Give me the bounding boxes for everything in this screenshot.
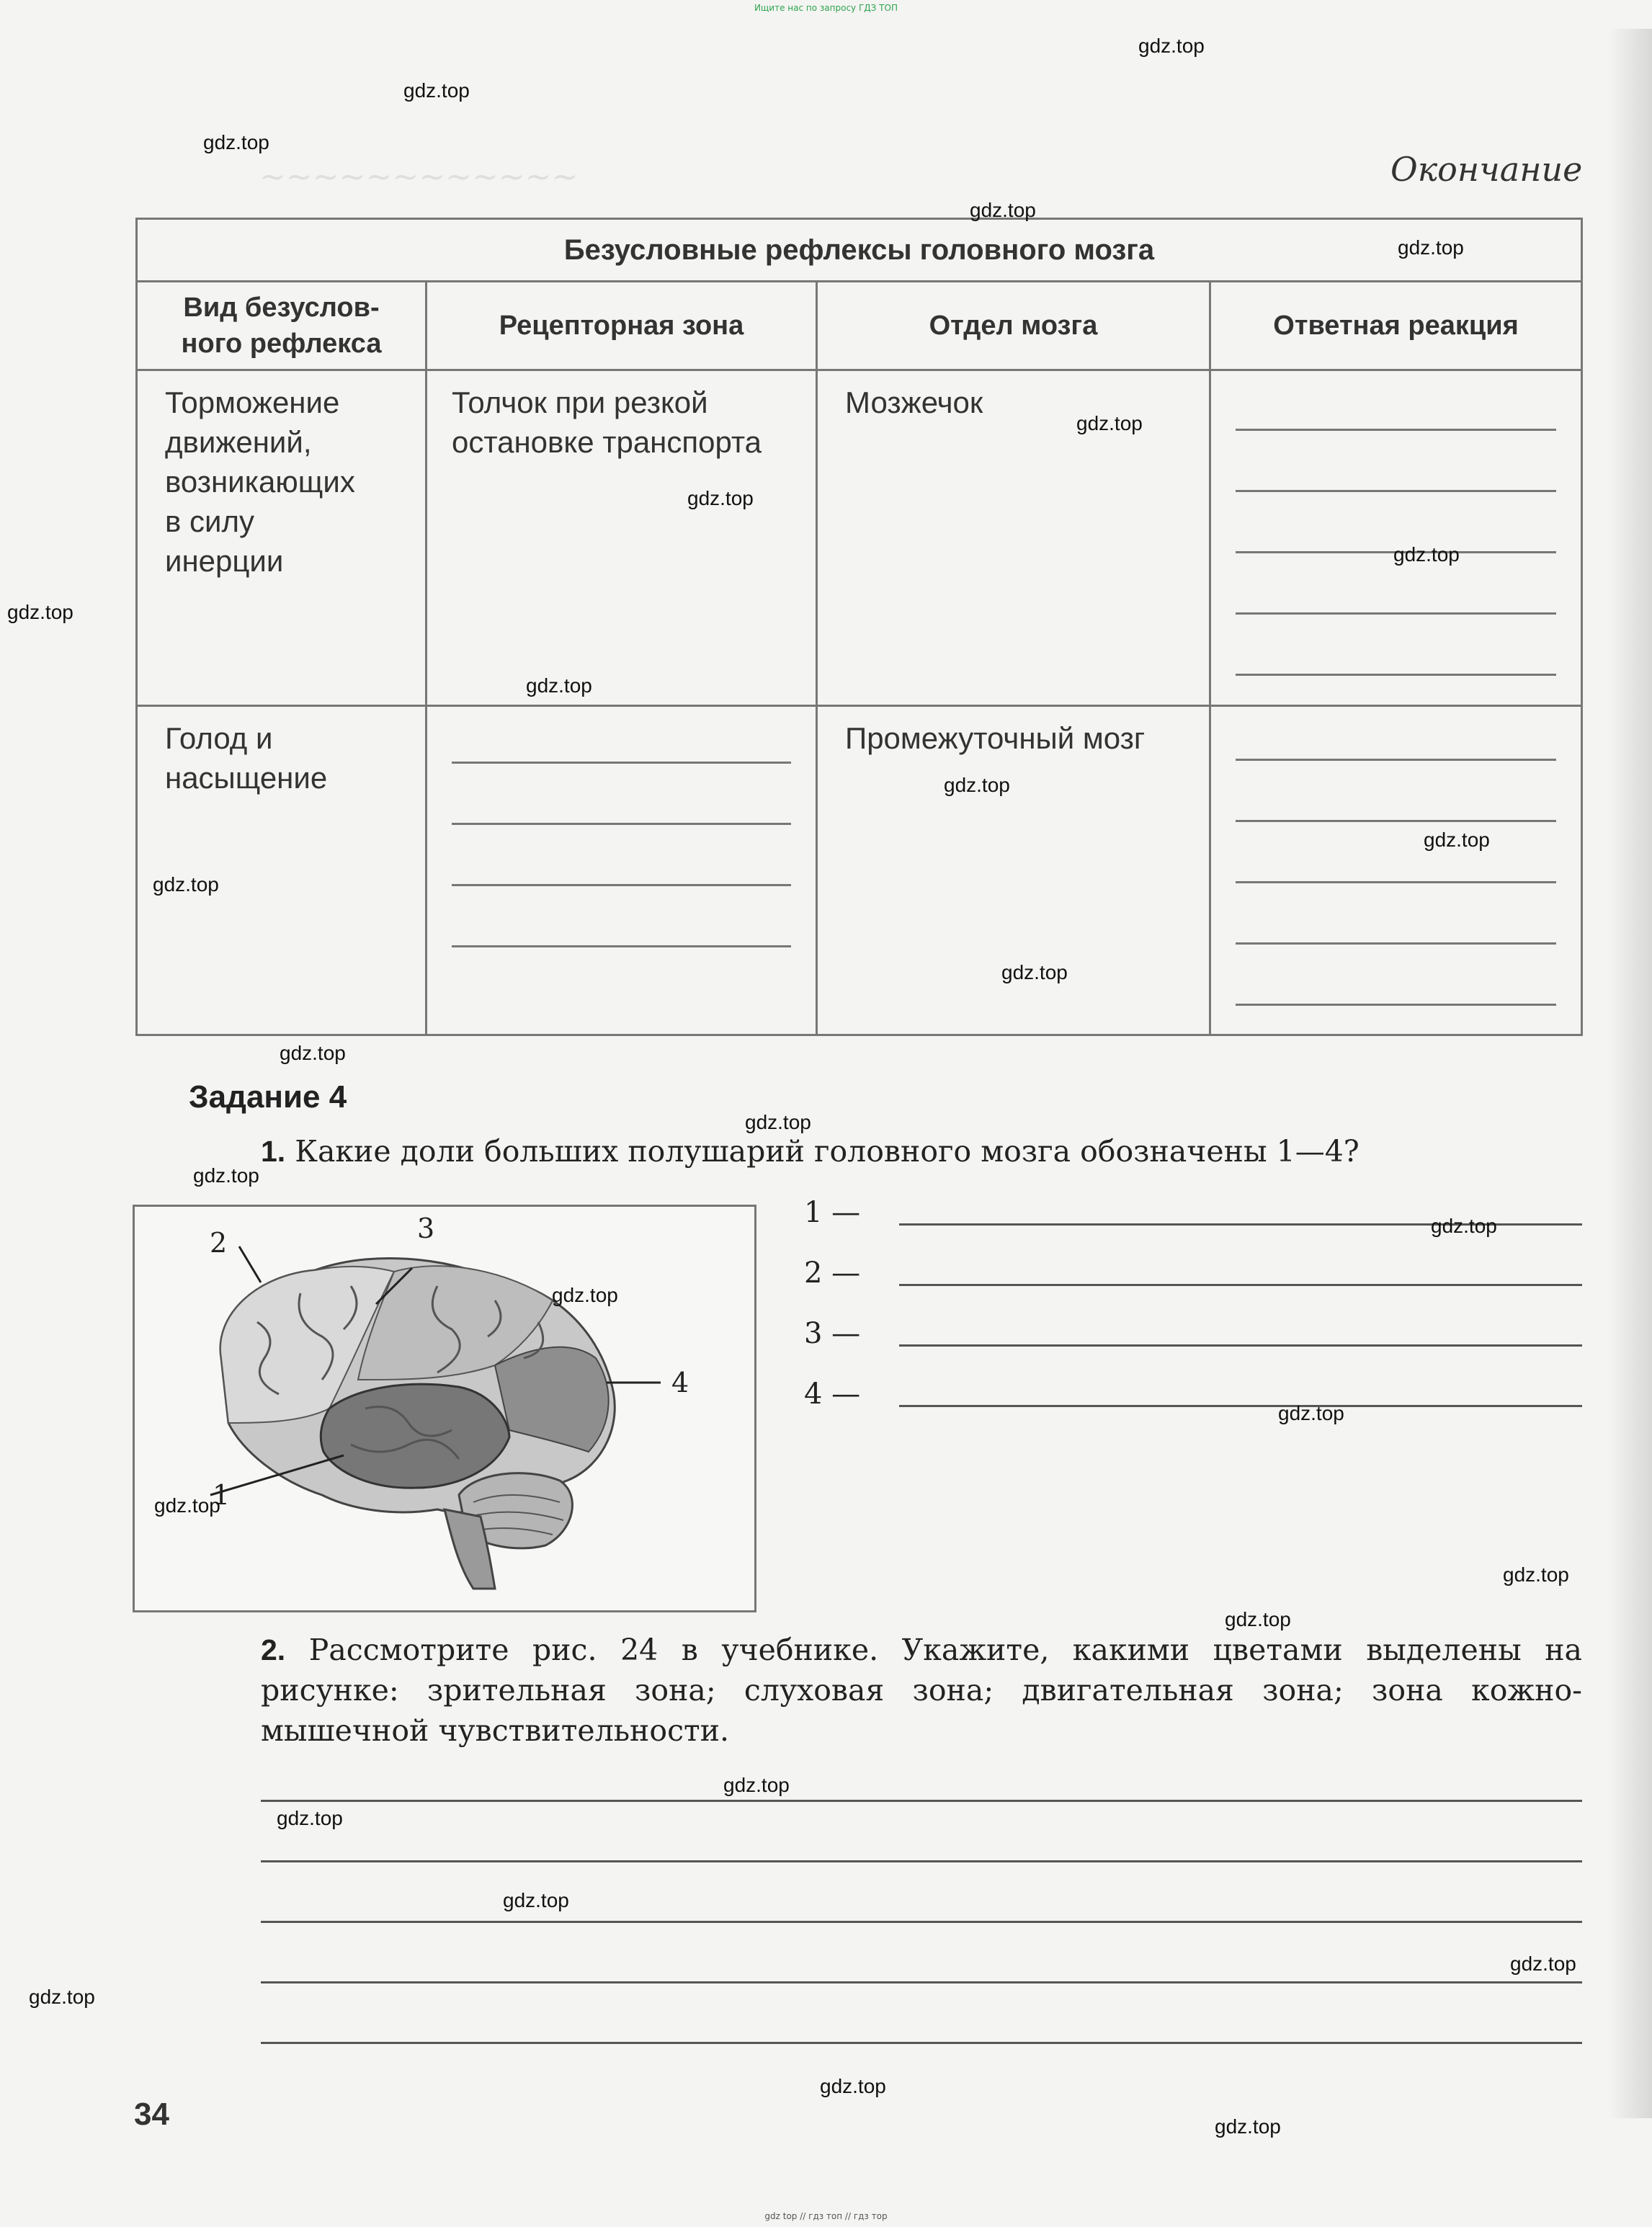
watermark: gdz.top — [944, 774, 1010, 796]
answer-line[interactable] — [261, 1981, 1582, 1983]
watermark: gdz.top — [1424, 829, 1490, 851]
question-1: 1. Какие доли больших полушарий головного мозга обозначены 1—4? — [261, 1134, 1359, 1169]
top-note: Ищите нас по запросу ГДЗ ТОП — [754, 3, 898, 13]
watermark: gdz.top — [277, 1807, 343, 1829]
table-cell-reaction-answer[interactable] — [1210, 706, 1582, 1035]
column-header-receptor: Рецепторная зона — [427, 282, 817, 370]
figure-label-4: 4 — [671, 1367, 689, 1398]
watermark: gdz.top — [1076, 412, 1143, 434]
question-2: 2. Рассмотрите рис. 24 в учебнике. Укажите, какими цветами выделены на рисунке: зрительная зона; слуховая зона; двигательная зона; зона кожно-мышечной чувствительности. — [261, 1633, 1582, 1748]
watermark: gdz.top — [1503, 1563, 1569, 1586]
answer-line[interactable] — [261, 1921, 1582, 1923]
table-cell-brain-part: Мозжечок — [817, 370, 1210, 706]
page-number: 34 — [134, 2097, 169, 2132]
answer-line[interactable] — [261, 1860, 1582, 1862]
table-cell-type: Торможение движений, возникающих в силу инерции — [137, 370, 427, 706]
brain-illustration — [135, 1207, 754, 1610]
watermark: gdz.top — [552, 1284, 618, 1306]
watermark: gdz.top — [154, 1494, 220, 1517]
answer-field-2[interactable]: 2 — — [804, 1257, 1582, 1293]
table-cell-brain-part: Промежуточный мозг — [817, 706, 1210, 1035]
watermark: gdz.top — [7, 601, 73, 623]
answer-line[interactable] — [261, 1800, 1582, 1802]
watermark: gdz.top — [970, 199, 1036, 221]
watermark: gdz.top — [1393, 543, 1460, 566]
answer-field-4[interactable]: 4 — — [804, 1378, 1582, 1414]
leader-line-2 — [239, 1246, 261, 1282]
answer-field-3[interactable]: 3 — — [804, 1317, 1582, 1353]
watermark: gdz.top — [526, 674, 592, 697]
watermark: gdz.top — [503, 1889, 569, 1911]
figure-label-2: 2 — [210, 1227, 228, 1259]
watermark: gdz.top — [1215, 2115, 1281, 2138]
figure-label-1: 1 — [213, 1479, 231, 1511]
bleed-through: ~~~~~~~~~~~~ — [259, 159, 579, 195]
brain-figure — [133, 1205, 756, 1612]
column-header-reaction: Ответная реакция — [1210, 282, 1582, 370]
table-cell-receptor: Толчок при резкой остановке транспорта — [427, 370, 817, 706]
watermark: gdz.top — [1431, 1215, 1497, 1237]
watermark: gdz.top — [193, 1164, 259, 1187]
watermark: gdz.top — [203, 131, 269, 153]
watermark: gdz.top — [1398, 236, 1464, 259]
footer-note: gdz top // гдз топ // гдз тор — [764, 2211, 888, 2221]
column-header-brain-part: Отдел мозга — [817, 282, 1210, 370]
watermark: gdz.top — [1138, 35, 1205, 57]
watermark: gdz.top — [687, 487, 754, 509]
task-heading: Задание 4 — [189, 1079, 347, 1115]
page-edge-shadow — [1609, 29, 1652, 2118]
reflex-table — [135, 218, 1583, 1036]
watermark: gdz.top — [723, 1774, 790, 1796]
watermark: gdz.top — [280, 1042, 346, 1064]
continuation-label: Окончание — [1390, 150, 1583, 189]
watermark: gdz.top — [29, 1986, 95, 2008]
figure-label-3: 3 — [417, 1213, 435, 1244]
table-cell-reaction-answer[interactable] — [1210, 370, 1582, 706]
watermark: gdz.top — [1001, 961, 1068, 983]
watermark: gdz.top — [153, 873, 219, 896]
answer-field-1[interactable]: 1 — — [804, 1196, 1582, 1232]
column-header-type: Вид безуслов- ного рефлекса — [137, 282, 427, 370]
watermark: gdz.top — [1510, 1952, 1576, 1975]
watermark: gdz.top — [403, 79, 470, 102]
watermark: gdz.top — [1225, 1608, 1291, 1630]
watermark: gdz.top — [745, 1111, 811, 1133]
table-title: Безусловные рефлексы головного мозга — [137, 219, 1582, 282]
answer-line[interactable] — [261, 2042, 1582, 2044]
watermark: gdz.top — [820, 2075, 886, 2097]
table-cell-type: Голод и насыщение — [137, 706, 427, 1035]
watermark: gdz.top — [1278, 1402, 1344, 1424]
table-cell-receptor-answer[interactable] — [427, 706, 817, 1035]
